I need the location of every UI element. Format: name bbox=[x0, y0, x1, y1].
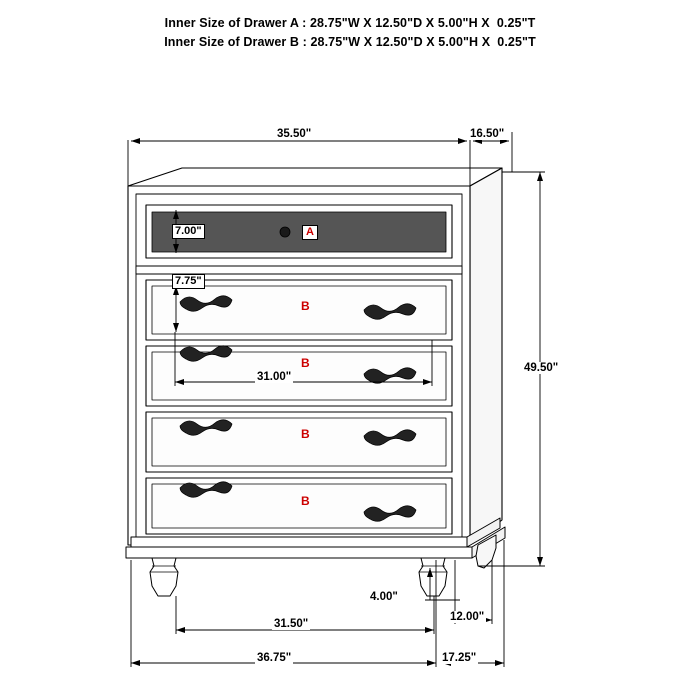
dim-drawer-a-height: 7.00" bbox=[172, 224, 205, 239]
dim-top-depth: 16.50" bbox=[470, 128, 505, 140]
dim-base-width-mid: 31.50" bbox=[274, 618, 309, 630]
callout-drawer-a: A bbox=[302, 225, 318, 240]
dim-base-depth-small: 12.00" bbox=[450, 611, 485, 623]
spec-line-drawer-b: Inner Size of Drawer B : 28.75"W X 12.50"D X 5.00"H X 0.25"T bbox=[164, 35, 536, 49]
callout-drawer-b-4: B bbox=[301, 494, 310, 508]
dim-drawer-b-height: 7.75" bbox=[172, 274, 205, 289]
dim-overall-height: 49.50" bbox=[524, 362, 559, 374]
spec-line-drawer-a: Inner Size of Drawer A : 28.75"W X 12.50"D X 5.00"H X 0.25"T bbox=[164, 16, 536, 30]
dim-base-depth-full: 17.25" bbox=[442, 652, 477, 664]
dim-base-width-full: 36.75" bbox=[257, 652, 292, 664]
dim-leg-height: 4.00" bbox=[370, 591, 398, 603]
dim-top-width: 35.50" bbox=[277, 128, 312, 140]
dim-drawer-inner-width: 31.00" bbox=[257, 371, 292, 383]
callout-drawer-b-3: B bbox=[301, 427, 310, 441]
callout-drawer-b-2: B bbox=[301, 356, 310, 370]
callout-drawer-b-1: B bbox=[301, 299, 310, 313]
